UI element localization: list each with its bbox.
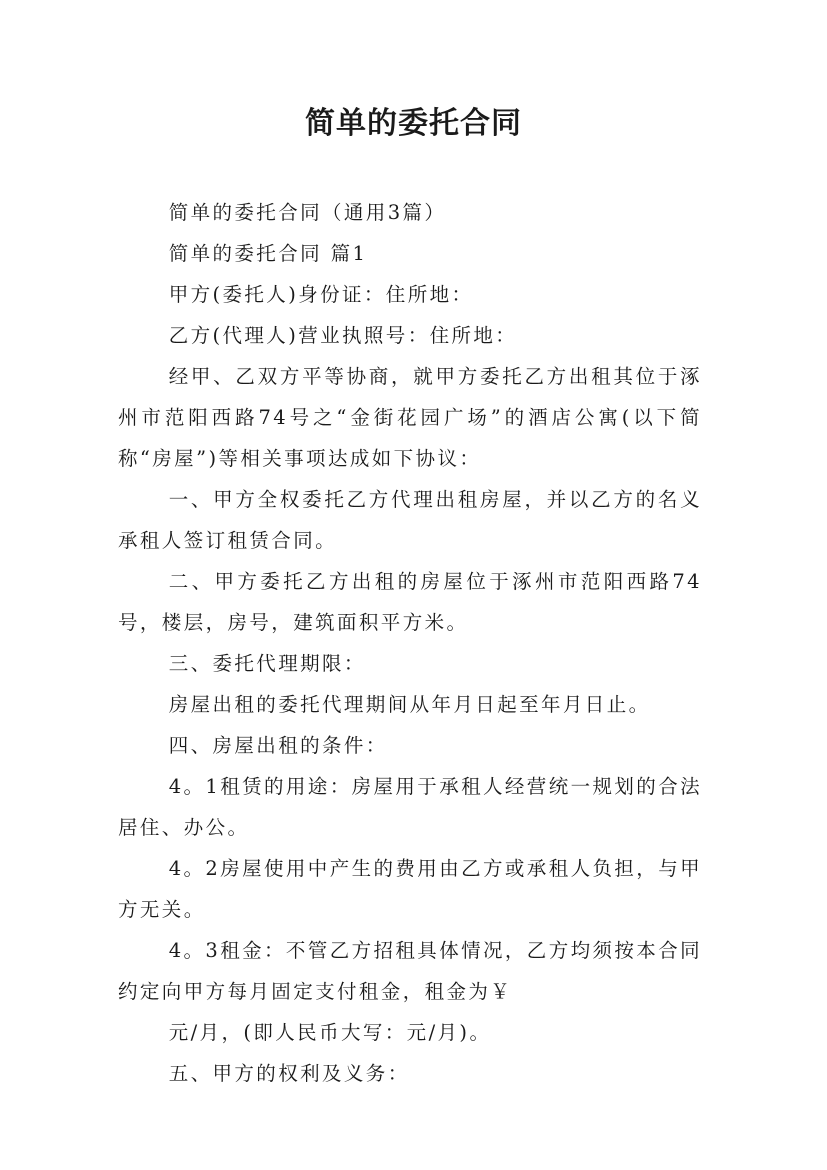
paragraph-clause-2: 二、甲方委托乙方出租的房屋位于涿州市范阳西路74号，楼层，房号，建筑面积平方米。 [118, 570, 702, 634]
paragraph-clause-4-1: 4。1租赁的用途：房屋用于承租人经营统一规划的合法居住、办公。 [118, 775, 703, 839]
paragraph-clause-3-heading: 三、委托代理期限： [168, 652, 366, 675]
paragraph-clause-1: 一、甲方全权委托乙方代理出租房屋，并以乙方的名义承租人签订租赁合同。 [118, 488, 702, 552]
document-title: 简单的委托合同 [305, 106, 522, 141]
paragraph-clause-4-3-amount: 元/月，(即人民币大写：元/月)。 [168, 1021, 492, 1044]
paragraph-party-a: 甲方(委托人)身份证：住所地： [168, 283, 474, 306]
paragraph-heading-part1: 简单的委托合同 篇1 [168, 242, 368, 265]
paragraph-clause-3-term: 房屋出租的委托代理期间从年月日起至年月日止。 [168, 693, 651, 716]
paragraph-clause-5-heading: 五、甲方的权利及义务： [168, 1062, 410, 1085]
paragraph-heading-general: 简单的委托合同（通用3篇） [168, 201, 447, 224]
paragraph-preamble: 经甲、乙双方平等协商，就甲方委托乙方出租其位于涿州市范阳西路74号之“金街花园广场”的酒店公寓(以下简称“房屋”)等相关事项达成如下协议： [118, 365, 702, 470]
document-body [118, 192, 702, 1094]
paragraph-party-b: 乙方(代理人)营业执照号：住所地： [168, 324, 518, 347]
paragraph-clause-4-heading: 四、房屋出租的条件： [168, 734, 388, 757]
paragraph-clause-4-2: 4。2房屋使用中产生的费用由乙方或承租人负担，与甲方无关。 [118, 857, 703, 921]
paragraph-clause-4-3: 4。3租金：不管乙方招租具体情况，乙方均须按本合同约定向甲方每月固定支付租金，租金为￥ [118, 939, 703, 1003]
